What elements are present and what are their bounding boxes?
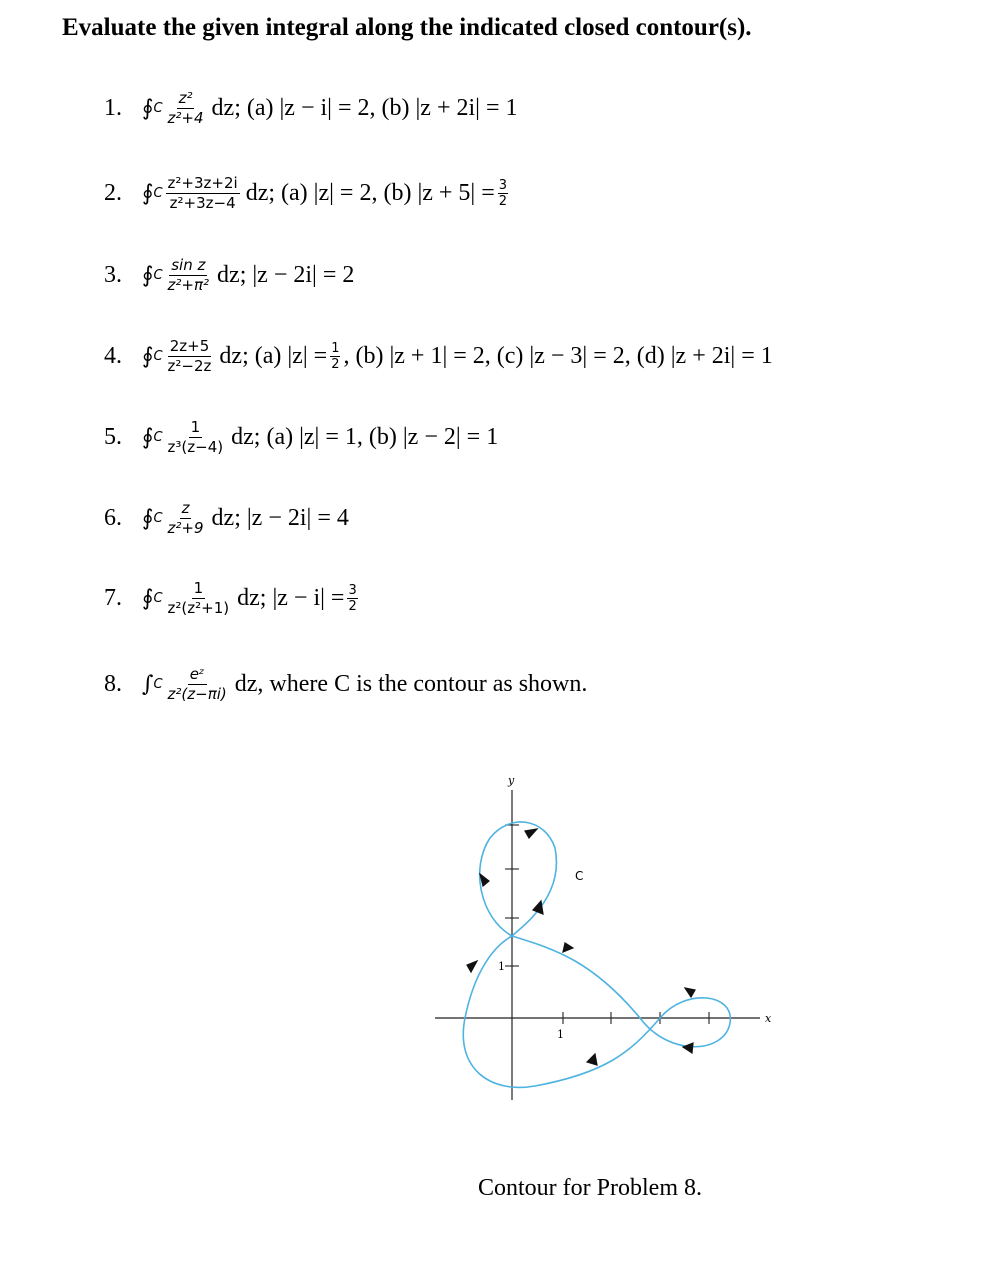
fraction-denominator: 2: [331, 356, 340, 372]
integrand-numerator: z²: [178, 88, 193, 107]
integrand-denominator: z²+3z−4: [169, 193, 236, 212]
integrand-fraction: [166, 174, 240, 213]
integrand-denominator: z²+9: [167, 518, 204, 537]
x-axis-label: x: [765, 1012, 772, 1025]
problem-5: [104, 407, 498, 467]
fraction-numerator: 1: [331, 340, 340, 356]
problem-conditions: dz; |z − i| =: [237, 584, 345, 611]
contour-subscript: C: [153, 590, 163, 606]
fraction-denominator: 2: [498, 193, 508, 209]
y-tick-label: 1: [498, 960, 505, 973]
fraction-denominator: 2: [348, 598, 357, 614]
problem-number: 5.: [104, 423, 122, 450]
page-heading: Evaluate the given integral along the indicated closed contour(s).: [62, 14, 752, 41]
problem-8: [104, 654, 587, 714]
integrand-fraction: [166, 665, 229, 704]
problem-number: 7.: [104, 584, 122, 611]
problem-4: [104, 326, 773, 386]
fraction-numerator: 3: [348, 582, 357, 598]
contour-integral-symbol: ∮: [142, 95, 154, 121]
problem-number: 6.: [104, 504, 122, 531]
problem-7: [104, 568, 361, 628]
integrand-denominator: z²(z²+1): [167, 598, 230, 617]
integrand-denominator: z²−2z: [167, 356, 212, 375]
contour-subscript: C: [153, 676, 163, 692]
integrand-numerator: eᶻ: [189, 664, 205, 683]
curve-label: C: [575, 869, 584, 883]
problem-number: 4.: [104, 342, 122, 369]
problem-conditions: dz; |z − 2i| = 4: [211, 504, 349, 531]
contour-integral-symbol: ∮: [142, 424, 154, 450]
integrand-fraction: [166, 337, 214, 376]
integrand-fraction: [166, 256, 212, 295]
problem-conditions: dz, where C is the contour as shown.: [234, 670, 588, 697]
problem-1: [104, 78, 518, 138]
problem-3: [104, 245, 354, 305]
integrand-denominator: z³(z−4): [167, 437, 224, 456]
fraction-numerator: 3: [498, 177, 508, 193]
contour-integral-symbol: ∮: [142, 585, 154, 611]
integrand-fraction: [166, 579, 232, 618]
contour-subscript: C: [153, 510, 163, 526]
integrand-fraction: [166, 499, 206, 538]
contour-integral-symbol: ∮: [142, 180, 154, 206]
contour-integral-symbol: ∮: [142, 505, 154, 531]
integrand-denominator: z²+4: [167, 108, 204, 127]
problem-conditions: dz; (a) |z| = 1, (b) |z − 2| = 1: [231, 423, 499, 450]
x-tick-label: 1: [557, 1028, 564, 1041]
integrand-denominator: z²(z−πi): [167, 684, 227, 703]
problem-number: 1.: [104, 94, 122, 121]
integrand-numerator: 2z+5: [169, 336, 210, 355]
problem-2: [104, 163, 511, 223]
contour-figure: [425, 768, 785, 1108]
problem-conditions: dz; (a) |z| = 2, (b) |z + 5| =: [245, 179, 495, 206]
integrand-denominator: z²+π²: [167, 275, 210, 294]
contour-subscript: C: [153, 100, 163, 116]
contour-subscript: C: [153, 267, 163, 283]
integrand-numerator: sin z: [171, 255, 206, 274]
integrand-fraction: [166, 418, 226, 457]
radius-fraction: [498, 178, 508, 209]
contour-subscript: C: [153, 429, 163, 445]
problem-conditions: dz; (a) |z| =: [219, 342, 328, 369]
y-axis-label: y: [508, 774, 515, 787]
integrand-fraction: [166, 89, 206, 128]
figure-caption: Contour for Problem 8.: [478, 1175, 702, 1201]
integrand-numerator: z²+3z+2i: [167, 173, 238, 192]
contour-subscript: C: [153, 185, 163, 201]
contour-integral-symbol: ∮: [142, 262, 154, 288]
problem-number: 8.: [104, 670, 122, 697]
integrand-numerator: z: [181, 498, 190, 517]
problem-number: 2.: [104, 179, 122, 206]
problem-conditions: dz; |z − 2i| = 2: [217, 261, 355, 288]
contour-subscript: C: [153, 348, 163, 364]
problem-conditions: dz; (a) |z − i| = 2, (b) |z + 2i| = 1: [211, 94, 518, 121]
line-integral-symbol: ∫: [142, 671, 154, 697]
direction-arrows: [467, 829, 695, 1065]
radius-fraction: [347, 583, 357, 614]
integrand-numerator: 1: [193, 578, 204, 597]
integrand-numerator: 1: [190, 417, 201, 436]
radius-fraction: [330, 341, 340, 372]
contour-integral-symbol: ∮: [142, 343, 154, 369]
problem-6: [104, 488, 349, 548]
problem-conditions-continued: , (b) |z + 1| = 2, (c) |z − 3| = 2, (d) |z + 2i| = 1: [343, 342, 773, 369]
problem-number: 3.: [104, 261, 122, 288]
